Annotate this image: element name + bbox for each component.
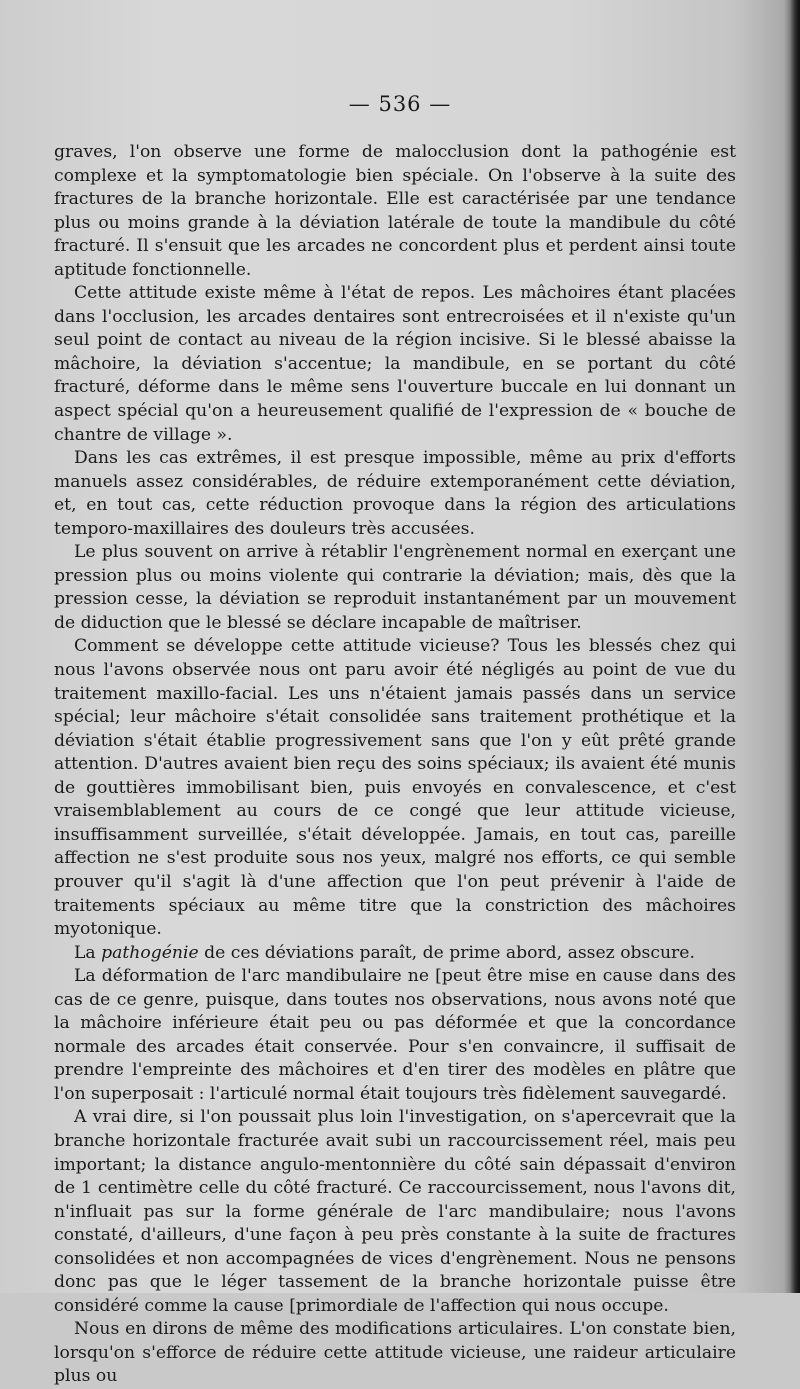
paragraph-7: La déformation de l'arc mandibulaire ne [peut être mise en cause dans des cas de ce genre, puisque, dans toutes nos observations, nous avons noté que la mâchoire inférieure était peu ou pas déformée et que la concordance normale des arcades était conservée. Pour s'en convaincre, il suffisait de prendre l'empreinte des mâchoires et d'en tirer des modèles en plâtre que l'on superposait : l'articulé normal était toujours très fidèlement sauvegardé.: [54, 966, 736, 1104]
paragraph-5: Comment se développe cette attitude vicieuse? Tous les blessés chez qui nous l'avons observée nous ont paru avoir été négligés au point de vue du traitement maxillo-facial. Les uns n'étaient jamais passés dans un service spécial; leur mâchoire s'était consolidée sans traitement prothétique et la déviation s'était établie progressivement sans que l'on y eût prêté grande attention. D'autres avaient bien reçu des soins spéciaux; ils avaient été munis de gouttières immobilisant bien, puis envoyés en convalescence, et c'est vraisemblablement au cours de ce congé que leur attitude vicieuse, insuffisamment surveillée, s'était développée. Jamais, en tout cas, pareille affection ne s'est produite sous nos yeux, malgré nos efforts, ce qui semble prouver qu'il s'agit là d'une affection que l'on peut prévenir à l'aide de traitements spéciaux au même titre que la constriction des mâchoires myotonique.: [54, 636, 736, 940]
paragraph-6-pre: La: [74, 942, 102, 963]
paragraph-8: A vrai dire, si l'on poussait plus loin l'investigation, on s'apercevrait que la branche horizontale fracturée avait subi un raccourcissement réel, mais peu important; la distance angulo-mentonnière du côté sain dépassait d'environ de 1 centimètre celle du côté fracturé. Ce raccourcissement, nous l'avons dit, n'influait pas sur la forme générale de l'arc mandibulaire; nous l'avons constaté, d'ailleurs, d'une façon à peu près constante à la suite de fractures consolidées et non accompagnées de vices d'engrènement. Nous ne pensons donc pas que le léger tassement de la branche horizontale puisse être considéré comme la cause [primordiale de l'affection qui nous occupe.: [54, 1107, 736, 1316]
paragraph-2: Cette attitude existe même à l'état de repos. Les mâchoires étant placées dans l'occlusion, les arcades dentaires sont entrecroisées et il n'existe qu'un seul point de contact au niveau de la région incisive. Si le blessé abaisse la mâchoire, la déviation s'accentue; la mandibule, en se portant du côté fracturé, déforme dans le même sens l'ouverture buccale en lui donnant un aspect spécial qu'on a heureusement qualifié de l'expression de « bouche de chantre de village ».: [54, 283, 736, 445]
paragraph-4: Le plus souvent on arrive à rétablir l'engrènement normal en exerçant une pression plus ou moins violente qui contrarie la déviation; mais, dès que la pression cesse, la déviation se reproduit instantanément par un mouvement de diduction que le blessé se déclare incapable de maîtriser.: [54, 542, 736, 633]
paragraph-6-post: de ces déviations paraît, de prime abord, assez obscure.: [198, 942, 695, 963]
paragraph-1: graves, l'on observe une forme de malocclusion dont la pathogénie est complexe et la symptomatologie bien spéciale. On l'observe à la suite des fractures de la branche horizontale. Elle est caractérisée par une tendance plus ou moins grande à la déviation latérale de toute la mandibule du côté fracturé. Il s'ensuit que les arcades ne concordent plus et perdent ainsi toute aptitude fonctionnelle.: [54, 142, 736, 280]
body-text: [54, 141, 736, 1389]
page-number: — 536 —: [348, 92, 452, 116]
paragraph-6-emphasis: pathogénie: [101, 942, 199, 963]
paragraph-9: Nous en dirons de même des modifications articulaires. L'on constate bien, lorsqu'on s'efforce de réduire cette attitude vicieuse, une raideur articulaire plus ou: [54, 1319, 736, 1387]
page-edge-shadow: [790, 0, 800, 1293]
paragraph-3: Dans les cas extrêmes, il est presque impossible, même au prix d'efforts manuels assez considérables, de réduire extemporanément cette déviation, et, en tout cas, cette réduction provoque dans la région des articulations temporo-maxillaires des douleurs très accusées.: [54, 448, 736, 539]
paragraph-6: [54, 942, 736, 966]
